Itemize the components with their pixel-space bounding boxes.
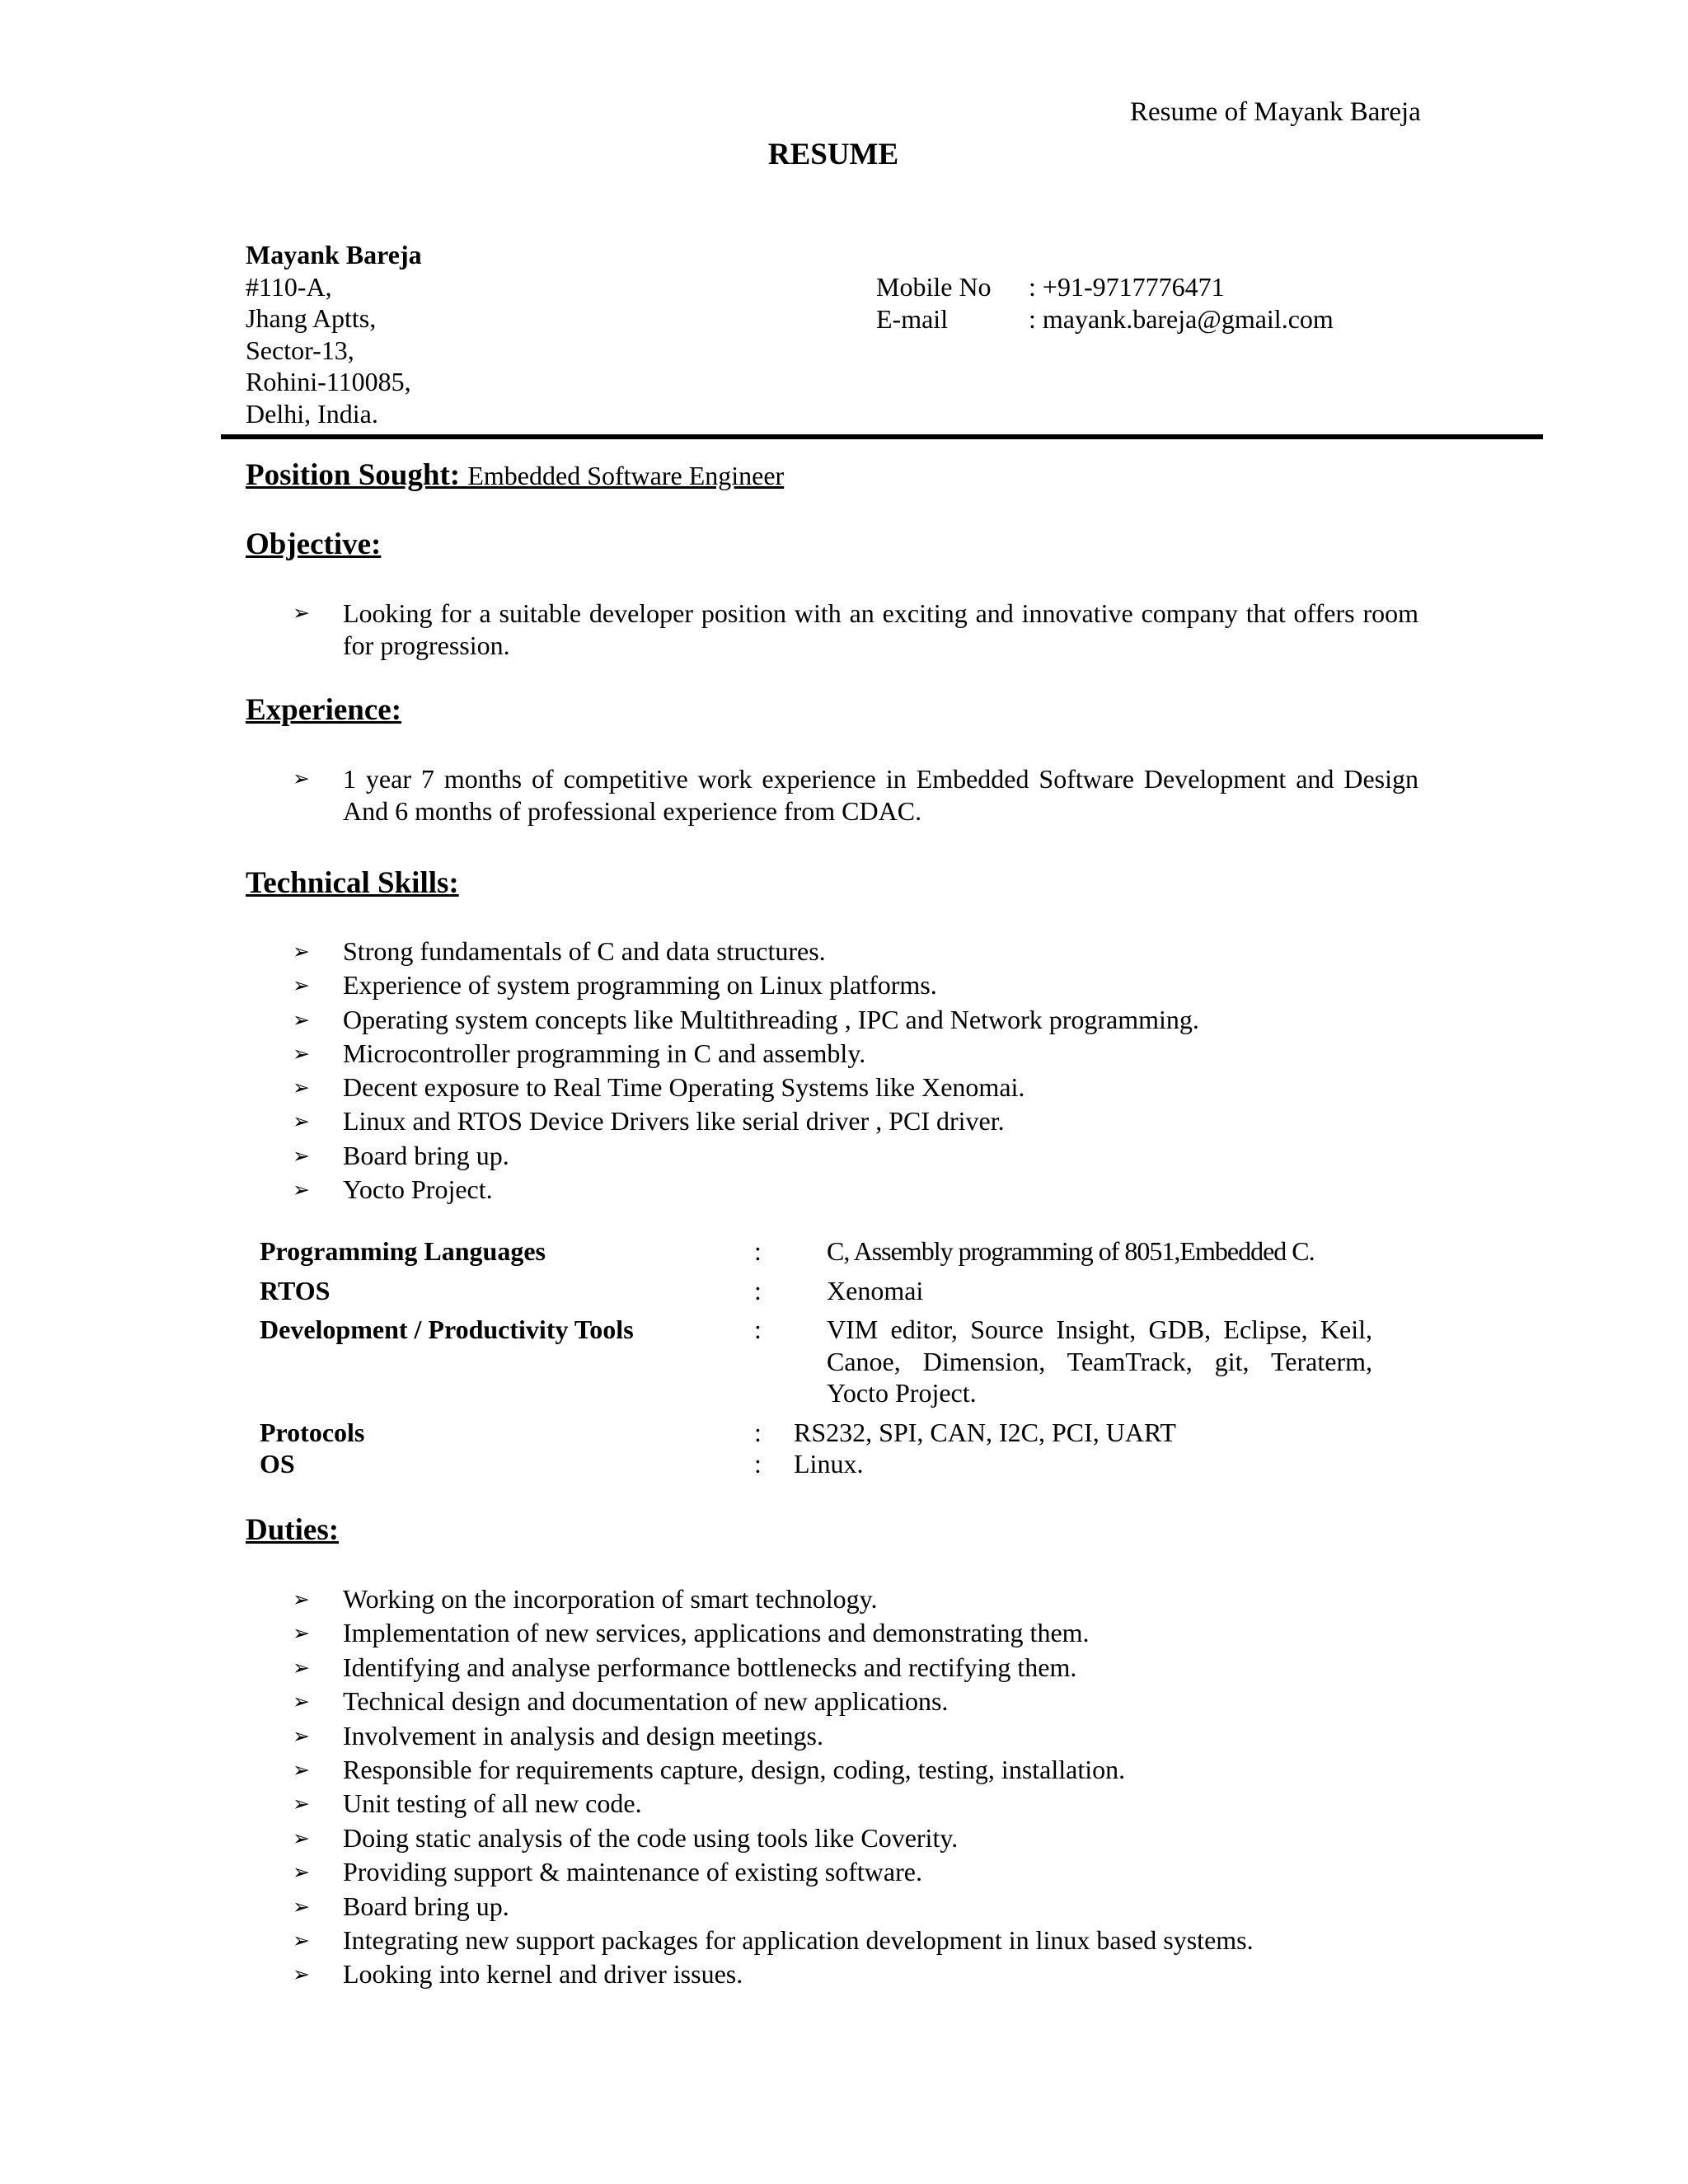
list-item: ➢ Looking for a suitable developer position with an exciting and innovative company that offers room for progression.: [293, 598, 1418, 660]
skills-label-rtos: RTOS: [260, 1276, 331, 1305]
bullet-arrow-icon: ➢: [293, 1690, 310, 1714]
bullet-arrow-icon: ➢: [293, 1621, 310, 1646]
skills-value-programming: C, Assembly programming of 8051,Embedded C.: [827, 1236, 1315, 1266]
skills-value-protocols: RS232, SPI, CAN, I2C, PCI, UART: [794, 1418, 1176, 1447]
bullet-arrow-icon: ➢: [293, 1076, 310, 1100]
list-item: ➢ Providing support & maintenance of existing software.: [293, 1855, 1418, 1889]
list-item: ➢ Strong fundamentals of C and data structures.: [293, 935, 1418, 968]
bullet-arrow-icon: ➢: [293, 1825, 310, 1850]
position-value: Embedded Software Engineer: [467, 461, 785, 490]
bullet-arrow-icon: ➢: [293, 1962, 310, 1987]
list-item: ➢ Board bring up.: [293, 1890, 1418, 1924]
bullet-arrow-icon: ➢: [293, 1041, 310, 1066]
list-item: ➢ Integrating new support packages for application development in linux based systems.: [293, 1924, 1418, 1957]
objective-list: [293, 598, 1418, 661]
bullet-arrow-icon: ➢: [293, 1860, 310, 1885]
bullet-arrow-icon: ➢: [293, 940, 310, 963]
list-item: ➢ Implementation of new services, applications and demonstrating them.: [293, 1616, 1418, 1650]
position-colon: :: [449, 458, 461, 492]
bullet-arrow-icon: ➢: [293, 1792, 310, 1816]
bullet-arrow-icon: ➢: [293, 1007, 310, 1032]
list-item: ➢ Microcontroller programming in C and assembly.: [293, 1037, 1418, 1071]
list-item: ➢ Looking into kernel and driver issues.: [293, 1957, 1418, 1991]
candidate-name: Mayank Bareja: [246, 240, 422, 269]
list-item: ➢ Doing static analysis of the code using tools like Coverity.: [293, 1821, 1418, 1855]
email-value: : mayank.bareja@gmail.com: [1029, 303, 1334, 334]
address-line: Delhi, India.: [246, 398, 378, 429]
skills-label-os: OS: [260, 1449, 295, 1479]
address-line: Rohini-110085,: [246, 367, 411, 396]
contact-block: [876, 271, 1334, 335]
document-title: RESUME: [767, 138, 899, 171]
list-item: ➢ Board bring up.: [293, 1139, 1418, 1173]
bullet-arrow-icon: ➢: [293, 1143, 310, 1168]
technical-skills-list: [293, 935, 1418, 1207]
bullet-arrow-icon: ➢: [293, 1758, 310, 1783]
list-item: ➢ Identifying and analyse performance bottlenecks and rectifying them.: [293, 1651, 1418, 1685]
bullet-arrow-icon: ➢: [293, 1723, 310, 1748]
bullet-arrow-icon: ➢: [293, 601, 310, 625]
mobile-value: : +91-9717776471: [1029, 272, 1225, 302]
position-label: Position Sought: [246, 458, 450, 492]
skills-colon: :: [754, 1315, 762, 1344]
skills-label-protocols: Protocols: [260, 1418, 365, 1447]
experience-heading: Experience:: [246, 693, 402, 727]
bullet-arrow-icon: ➢: [293, 766, 310, 790]
skills-colon: :: [754, 1276, 762, 1305]
address-line: Sector-13,: [246, 335, 354, 365]
list-item: ➢ Operating system concepts like Multithreading , IPC and Network programming.: [293, 1003, 1418, 1037]
duties-heading: Duties:: [246, 1513, 340, 1547]
address-block: [246, 239, 422, 429]
skills-value-os: Linux.: [794, 1449, 864, 1479]
list-item: ➢ Involvement in analysis and design meetings.: [293, 1719, 1418, 1753]
header-divider: [221, 434, 1543, 439]
list-item: ➢ Decent exposure to Real Time Operating Systems like Xenomai.: [293, 1071, 1418, 1104]
mobile-label: Mobile No: [876, 272, 992, 302]
skills-value-tools: VIM editor, Source Insight, GDB, Eclipse, Keil, Canoe, Dimension, TeamTrack, git, Teraterm, Yocto Project.: [827, 1315, 1372, 1408]
objective-heading: Objective:: [246, 527, 382, 561]
position-sought: [246, 457, 784, 493]
experience-list: [293, 763, 1418, 827]
skills-label-programming: Programming Languages: [260, 1236, 546, 1266]
list-item: ➢ Technical design and documentation of new applications.: [293, 1685, 1418, 1718]
skills-label-tools: Development / Productivity Tools: [260, 1315, 634, 1344]
technical-skills-heading: Technical Skills:: [246, 866, 459, 900]
list-item: ➢ Experience of system programming on Linux platforms.: [293, 968, 1418, 1002]
bullet-arrow-icon: ➢: [293, 1894, 310, 1919]
duties-list: [293, 1582, 1418, 1992]
list-item: ➢ Linux and RTOS Device Drivers like serial driver , PCI driver.: [293, 1104, 1418, 1138]
bullet-arrow-icon: ➢: [293, 1178, 310, 1202]
bullet-arrow-icon: ➢: [293, 1109, 310, 1134]
skills-colon: :: [754, 1236, 762, 1266]
address-line: Jhang Aptts,: [246, 303, 377, 333]
skills-colon: :: [754, 1449, 762, 1479]
email-label: E-mail: [876, 303, 949, 334]
address-line: #110-A,: [246, 271, 332, 302]
bullet-arrow-icon: ➢: [293, 1587, 310, 1611]
list-item: ➢ Responsible for requirements capture, design, coding, testing, installation.: [293, 1753, 1418, 1787]
skills-value-rtos: Xenomai: [827, 1276, 924, 1305]
list-item: ➢ Yocto Project.: [293, 1173, 1418, 1207]
list-item: ➢ Unit testing of all new code.: [293, 1787, 1418, 1821]
page-header-text: Resume of Mayank Bareja: [1130, 97, 1421, 127]
skills-colon: :: [754, 1418, 762, 1447]
list-item: ➢ Working on the incorporation of smart technology.: [293, 1582, 1418, 1616]
bullet-arrow-icon: ➢: [293, 1655, 310, 1680]
bullet-arrow-icon: ➢: [293, 1929, 310, 1953]
bullet-arrow-icon: ➢: [293, 973, 310, 998]
list-item: ➢ 1 year 7 months of competitive work experience in Embedded Software Development and Design And 6 months of professional experience from CDAC.: [293, 764, 1418, 826]
